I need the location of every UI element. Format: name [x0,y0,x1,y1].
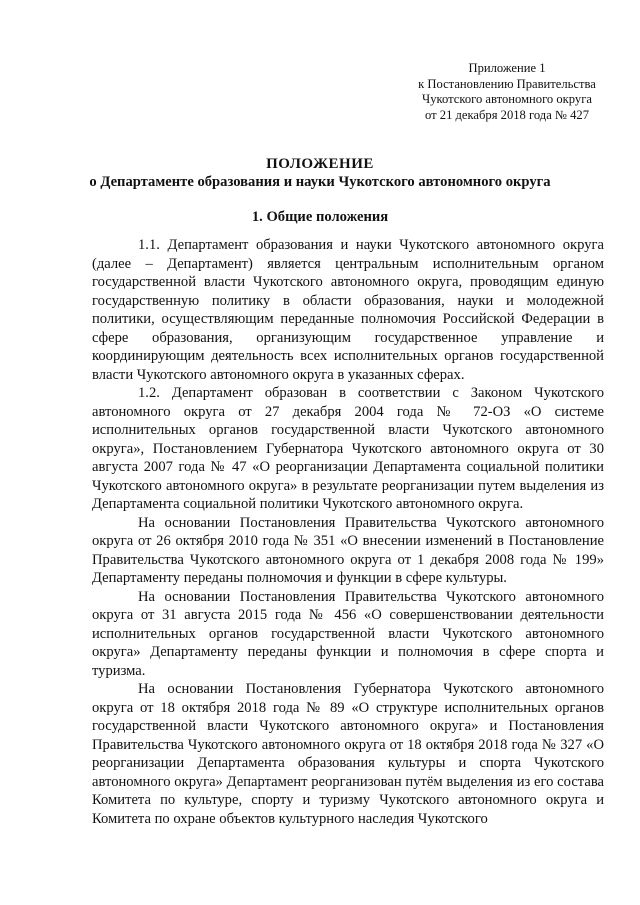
paragraph: 1.1. Департамент образования и науки Чукотского автономного округа (далее – Департамент) является центральным исполнительным органом государственной власти Чукотского автономного округа, проводящим единую государственную политику в области образования, науки и молодежной политики, осуществляющим переданные полномочия Российской Федерации в сфере образования, организующим государственное управление и координирующим деятельность всех исполнительных органов государственной власти Чукотского автономного округа в указанных сферах. [92,237,604,383]
approval-line: Приложение 1 [468,61,546,75]
paragraph: На основании Постановления Правительства Чукотского автономного округа от 31 августа 2015 года № 456 «О совершенствовании деятельности исполнительных органов государственной власти Чукотского автономного округа» Департаменту переданы функции и полномочия в сфере спорта и туризма. [92,588,604,679]
document-body [92,236,604,828]
section-heading: 1. Общие положения [251,209,389,225]
paragraph: На основании Постановления Губернатора Чукотского автономного округа от 18 октября 2018 года № 89 «О структуре исполнительных органов государственной власти Чукотского автономного округа» и Постановления Правительства Чукотского автономного округа от 18 октября 2018 года № 327 «О реорганизации Департамента образования культуры и спорта Чукотского автономного округа» Департамент реорганизован путём выделения из его состава Комитета по культуре, спорту и туризму Чукотского автономного округа и Комитета по охране объектов культурного наследия Чукотского [92,681,604,827]
approval-line: от 21 декабря 2018 года № 427 [424,107,589,122]
paragraph: На основании Постановления Правительства Чукотского автономного округа от 26 октября 2010 года № 351 «О внесении изменений в Постановление Правительства Чукотского автономного округа от 1 декабря 2008 года № 199» Департаменту переданы полномочия и функции в сфере культуры. [92,514,604,586]
paragraph: 1.2. Департамент образован в соответствии с Законом Чукотского автономного округа от 27 декабря 2004 года № 72-ОЗ «О системе исполнительных органов государственной власти Чукотского автономного округа», Постановлением Губернатора Чукотского автономного округа от 30 августа 2007 года № 47 «О реорганизации Департамента социальной политики Чукотского автономного округа» в результате реорганизации путем выделения из Департамента социальной политики Чукотского автономного округа. [92,385,604,512]
approval-line: Чукотского автономного округа [422,92,592,107]
document-subtitle: о Департаменте образования и науки Чукотского автономного округа [89,174,551,190]
document-title: ПОЛОЖЕНИЕ [266,156,374,172]
approval-line: к Постановлению Правительства [418,76,596,91]
approval-block [392,61,622,123]
